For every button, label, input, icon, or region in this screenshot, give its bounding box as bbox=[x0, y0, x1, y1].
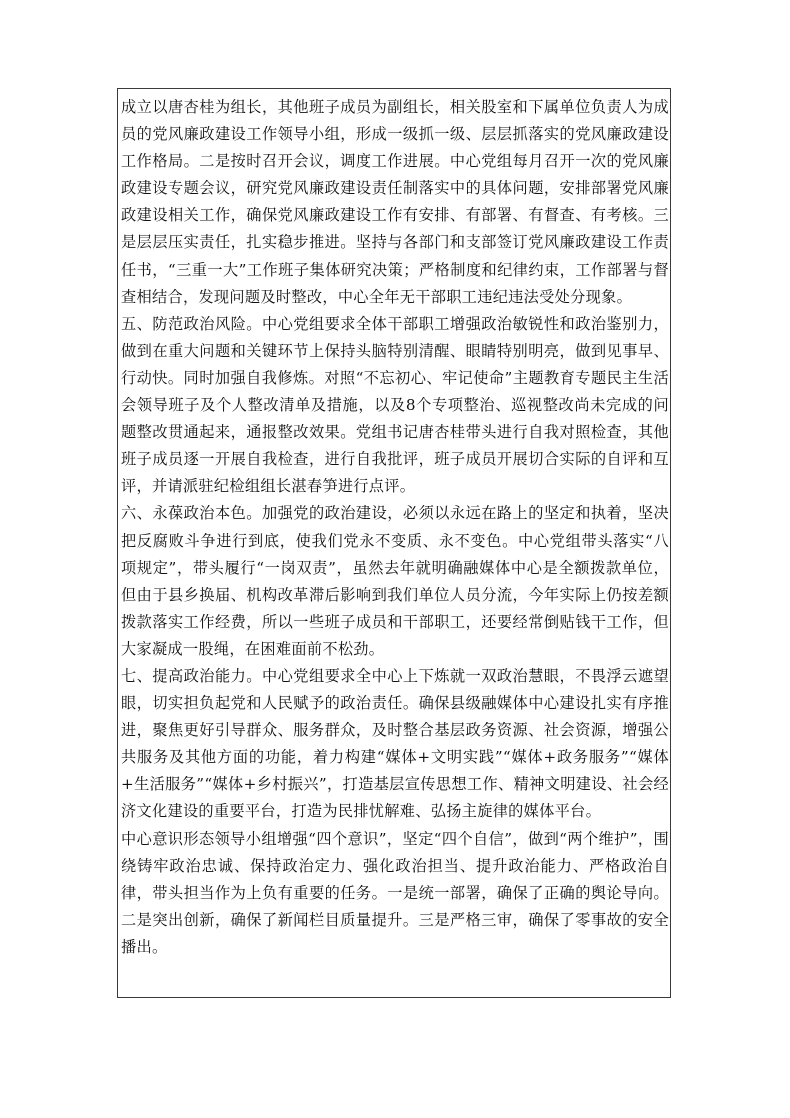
paragraph-ideology-group: 中心意识形态领导小组增强“四个意识”，坚定“四个自信”，做到“两个维护”，围绕铸牢政治忠诚、保持政治定力、强化政治担当、提升政治能力、严格政治自律，带头担当作为上负有重要的任务。一是统一部署，确保了正确的舆论导向。二是突出创新，确保了新闻栏目质量提升。三是严格三审，确保了零事故的安全播出。 bbox=[121, 829, 669, 956]
paragraph-leadership-group: 成立以唐杏桂为组长，其他班子成员为副组长，相关股室和下属单位负责人为成员的党风廉政建设工作领导小组，形成一级抓一级、层层抓落实的党风廉政建设工作格局。二是按时召开会议，调度工作进展。中心党组每月召开一次的党风廉政建设专题会议，研究党风廉政建设责任制落实中的具体问题，安排部署党风廉政建设相关工作，确保党风廉政建设工作有安排、有部署、有督查、有考核。三是层层压实责任，扎实稳步推进。坚持与各部门和支部签订党风廉政建设工作责任书，“三重一大”工作班子集体研究决策；严格制度和纪律约束，工作部署与督查相结合，发现问题及时整改，中心全年无干部职工违纪违法受处分现象。 bbox=[121, 98, 669, 306]
paragraph-political-ability: 七、提高政治能力。中心党组要求全中心上下炼就一双政治慧眼，不畏浮云遮望眼，切实担负起党和人民赋予的政治责任。确保县级融媒体中心建设扎实有序推进，聚焦更好引导群众、服务群众，及时整合基层政务资源、社会资源，增强公共服务及其他方面的功能，着力构建“媒体+文明实践”“媒体+政务服务”“媒体+生活服务”“媒体+乡村振兴”，打造基层宣传思想工作、精神文明建设、社会经济文化建设的重要平台，打造为民排忧解难、弘扬主旋律的媒体平台。 bbox=[121, 666, 669, 821]
document-body bbox=[121, 94, 669, 961]
paragraph-political-character: 六、永葆政治本色。加强党的政治建设，必须以永远在路上的坚定和执着，坚决把反腐败斗争进行到底，使我们党永不变质、永不变色。中心党组带头落实“八项规定”，带头履行“一岗双责”，虽然去年就明确融媒体中心是全额拨款单位，但由于县乡换届、机构改革滞后影响到我们单位人员分流，今年实际上仍按差额拨款落实工作经费，所以一些班子成员和干部职工，还要经常倒贴钱干工作，但大家凝成一股绳，在困难面前不松劲。 bbox=[121, 504, 669, 658]
paragraph-political-risk: 五、防范政治风险。中心党组要求全体干部职工增强政治敏锐性和政治鉴别力，做到在重大问题和关键环节上保持头脑特别清醒、眼睛特别明亮，做到见事早、行动快。同时加强自我修炼。对照“不忘初心、牢记使命”主题教育专题民主生活会领导班子及个人整改清单及措施，以及8个专项整治、巡视整改尚未完成的问题整改贯通起来，通报整改效果。党组书记唐杏桂带头进行自我对照检查，其他班子成员逐一开展自我检查，进行自我批评，班子成员开展切合实际的自评和互评，并请派驻纪检组组长湛春笋进行点评。 bbox=[121, 314, 669, 496]
